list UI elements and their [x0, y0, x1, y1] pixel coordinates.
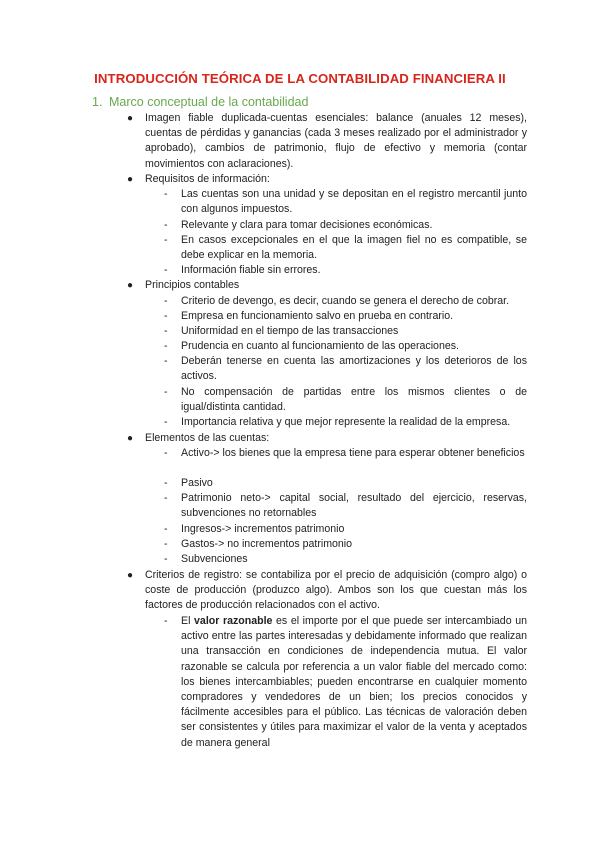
sub-item-valor-razonable: [181, 614, 527, 751]
sub-item: En casos excepcionales en el que la imagen fiel no es compatible, se debe explicar en la memoria.: [181, 234, 527, 262]
list-item-requisitos: Requisitos de información:: [145, 173, 270, 185]
section-heading-text: Marco conceptual de la contabilidad: [109, 95, 309, 109]
sub-item: Subvenciones: [181, 553, 248, 565]
dash-icon: -: [164, 219, 168, 231]
dash-icon: -: [164, 538, 168, 550]
dash-icon: -: [164, 188, 168, 200]
bullet-icon: ●: [127, 174, 134, 185]
bullet-icon: ●: [127, 280, 134, 291]
dash-icon: -: [164, 615, 168, 627]
sub-item: Ingresos-> incrementos patrimonio: [181, 523, 345, 535]
sub-item: Las cuentas son una unidad y se depositan en el registro mercantil junto con algunos impuestos.: [181, 188, 527, 216]
dash-icon: -: [164, 477, 168, 489]
sub-item: Empresa en funcionamiento salvo en prueba en contrario.: [181, 310, 454, 322]
dash-icon: -: [164, 492, 168, 504]
sub-item: Gastos-> no incrementos patrimonio: [181, 538, 353, 550]
sub-item: Uniformidad en el tiempo de las transacciones: [181, 325, 399, 337]
valor-post: es el importe por el que puede ser intercambiado un activo entre las partes interesadas y debidamente informado que realizan una transacción en condiciones de independencia mutua. El valor razonable se calcula por referencia a un valor fiable del mercado como: los bienes intercambiables; pueden encontrarse en cualquier momento compradores y vendedores de un bien; los precios conocidos y fácilmente accesibles para el público. Las técnicas de valoración deben ser consistentes y útiles para maximizar el valor de la venta y aceptados de manera general: [181, 615, 527, 749]
dash-icon: -: [164, 234, 168, 246]
bullet-icon: ●: [127, 433, 134, 444]
sub-item: No compensación de partidas entre los mismos clientes o de igual/distinta cantidad.: [181, 386, 527, 414]
sub-item: Criterio de devengo, es decir, cuando se genera el derecho de cobrar.: [181, 295, 510, 307]
list-item-imagen: Imagen fiable duplicada-cuentas esenciales: balance (anuales 12 meses), cuentas de pérdidas y ganancias (cada 3 meses realizado por el administrador y aprobado), cambios de patrimonio, flujo de efectivo y memoria (contar movimientos con aclaraciones).: [145, 112, 527, 170]
section-heading: [92, 95, 308, 109]
dash-icon: -: [164, 416, 168, 428]
section-number: 1.: [92, 95, 103, 109]
bullet-icon: ●: [127, 113, 134, 124]
dash-icon: -: [164, 310, 168, 322]
sub-item: Información fiable sin errores.: [181, 264, 321, 276]
dash-icon: -: [164, 553, 168, 565]
dash-icon: -: [164, 264, 168, 276]
dash-icon: -: [164, 447, 168, 459]
dash-icon: -: [164, 523, 168, 535]
bullet-icon: ●: [127, 570, 134, 581]
document-title: INTRODUCCIÓN TEÓRICA DE LA CONTABILIDAD FINANCIERA II: [94, 71, 506, 86]
sub-item: Importancia relativa y que mejor represente la realidad de la empresa.: [181, 416, 511, 428]
sub-item: Deberán tenerse en cuenta las amortizaciones y los deterioros de los activos.: [181, 355, 527, 383]
dash-icon: -: [164, 355, 168, 367]
dash-icon: -: [164, 340, 168, 352]
dash-icon: -: [164, 295, 168, 307]
list-item-elementos: Elementos de las cuentas:: [145, 432, 270, 444]
dash-icon: -: [164, 386, 168, 398]
list-item-principios: Principios contables: [145, 279, 240, 291]
sub-item: Prudencia en cuanto al funcionamiento de las operaciones.: [181, 340, 459, 352]
dash-icon: -: [164, 325, 168, 337]
valor-razonable-term: valor razonable: [194, 615, 273, 627]
sub-item: Relevante y clara para tomar decisiones económicas.: [181, 219, 433, 231]
list-item-criterios: Criterios de registro: se contabiliza por el precio de adquisición (compro algo) o coste de producción (produzco algo). Ambos son los que cuestan más los factores de producción relacionados con el activo.: [145, 569, 527, 612]
valor-pre: El: [181, 615, 195, 627]
sub-item: Pasivo: [181, 477, 213, 489]
sub-item: Patrimonio neto-> capital social, resultado del ejercicio, reservas, subvenciones no retornables: [181, 492, 527, 520]
sub-item: Activo-> los bienes que la empresa tiene para esperar obtener beneficios: [181, 447, 525, 459]
